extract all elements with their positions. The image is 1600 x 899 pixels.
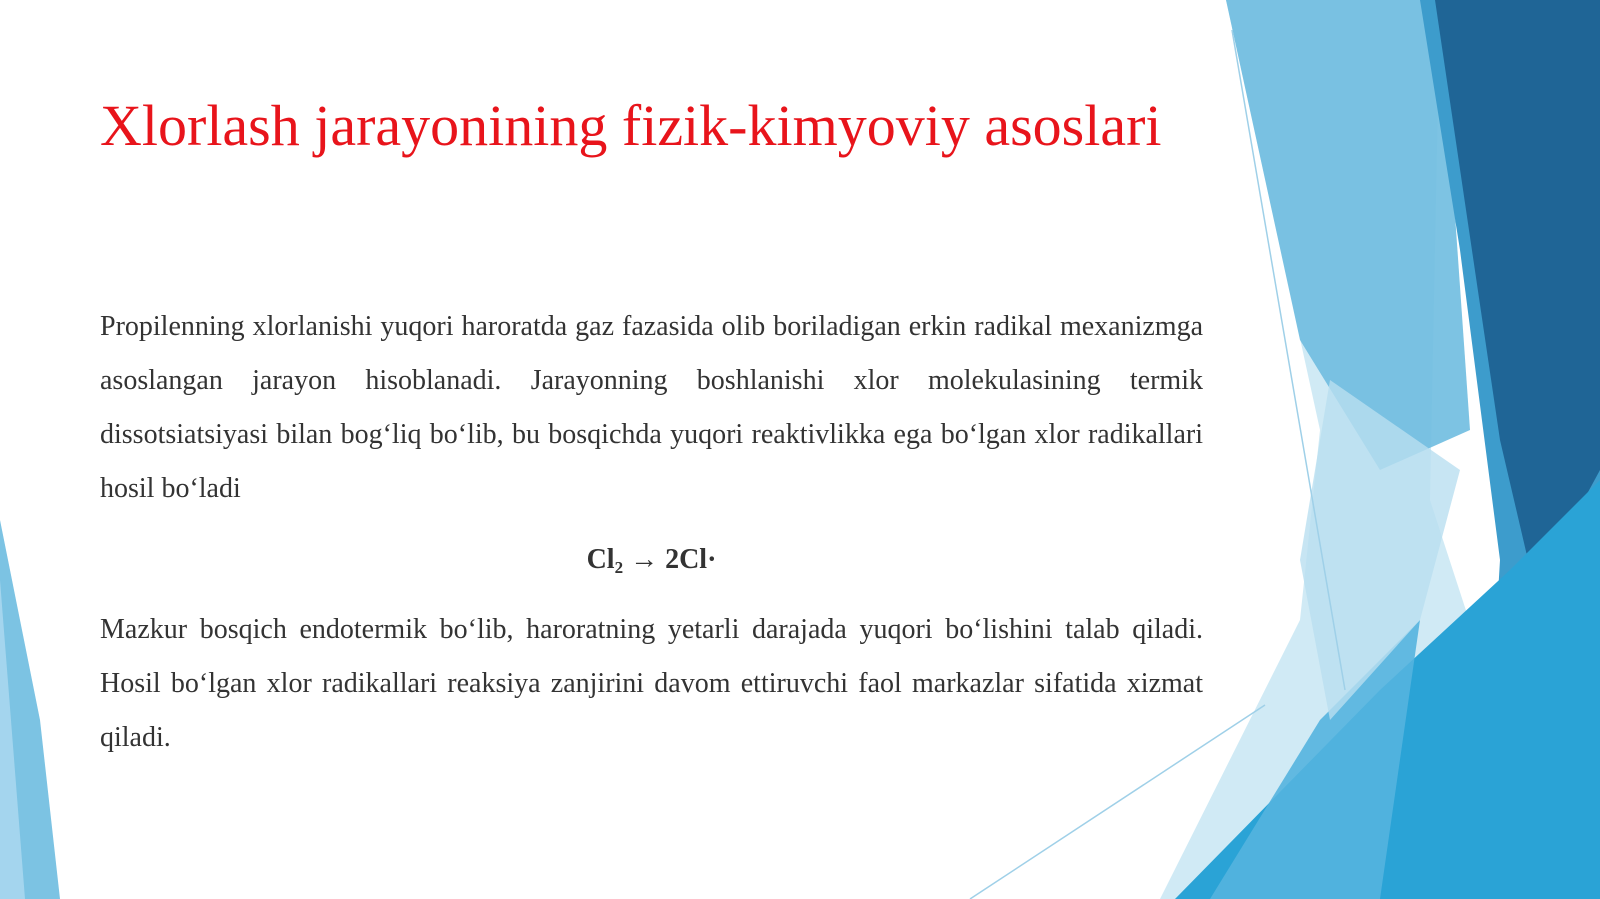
equation-product: 2Cl·	[665, 544, 717, 575]
equation-arrow: →	[630, 544, 659, 575]
chemical-equation	[100, 535, 1203, 585]
equation-reactant: Cl	[586, 544, 615, 575]
slide-title: Xlorlash jarayonining fizik-kimyoviy asoslari	[100, 93, 1162, 158]
body-paragraph-2: Mazkur bosqich endotermik bo‘lib, haroratning yetarli darajada yuqori bo‘lishini talab qiladi. Hosil bo‘lgan xlor radikallari reaksiya zanjirini davom ettiruvchi faol markazlar sifatida xizmat qiladi.	[100, 614, 1203, 753]
body-paragraph-1: Propilenning xlorlanishi yuqori haroratda gaz fazasida olib boriladigan erkin radikal mexanizmga asoslangan jarayon hisoblanadi. Jarayonning boshlanishi xlor molekulasining termik dissotsiatsiyasi bilan bog‘liq bo‘lib, bu bosqichda yuqori reaktivlikka ega bo‘lgan xlor radikallari hosil bo‘ladi	[100, 311, 1203, 504]
equation-reactant-subscript: 2	[614, 558, 624, 577]
